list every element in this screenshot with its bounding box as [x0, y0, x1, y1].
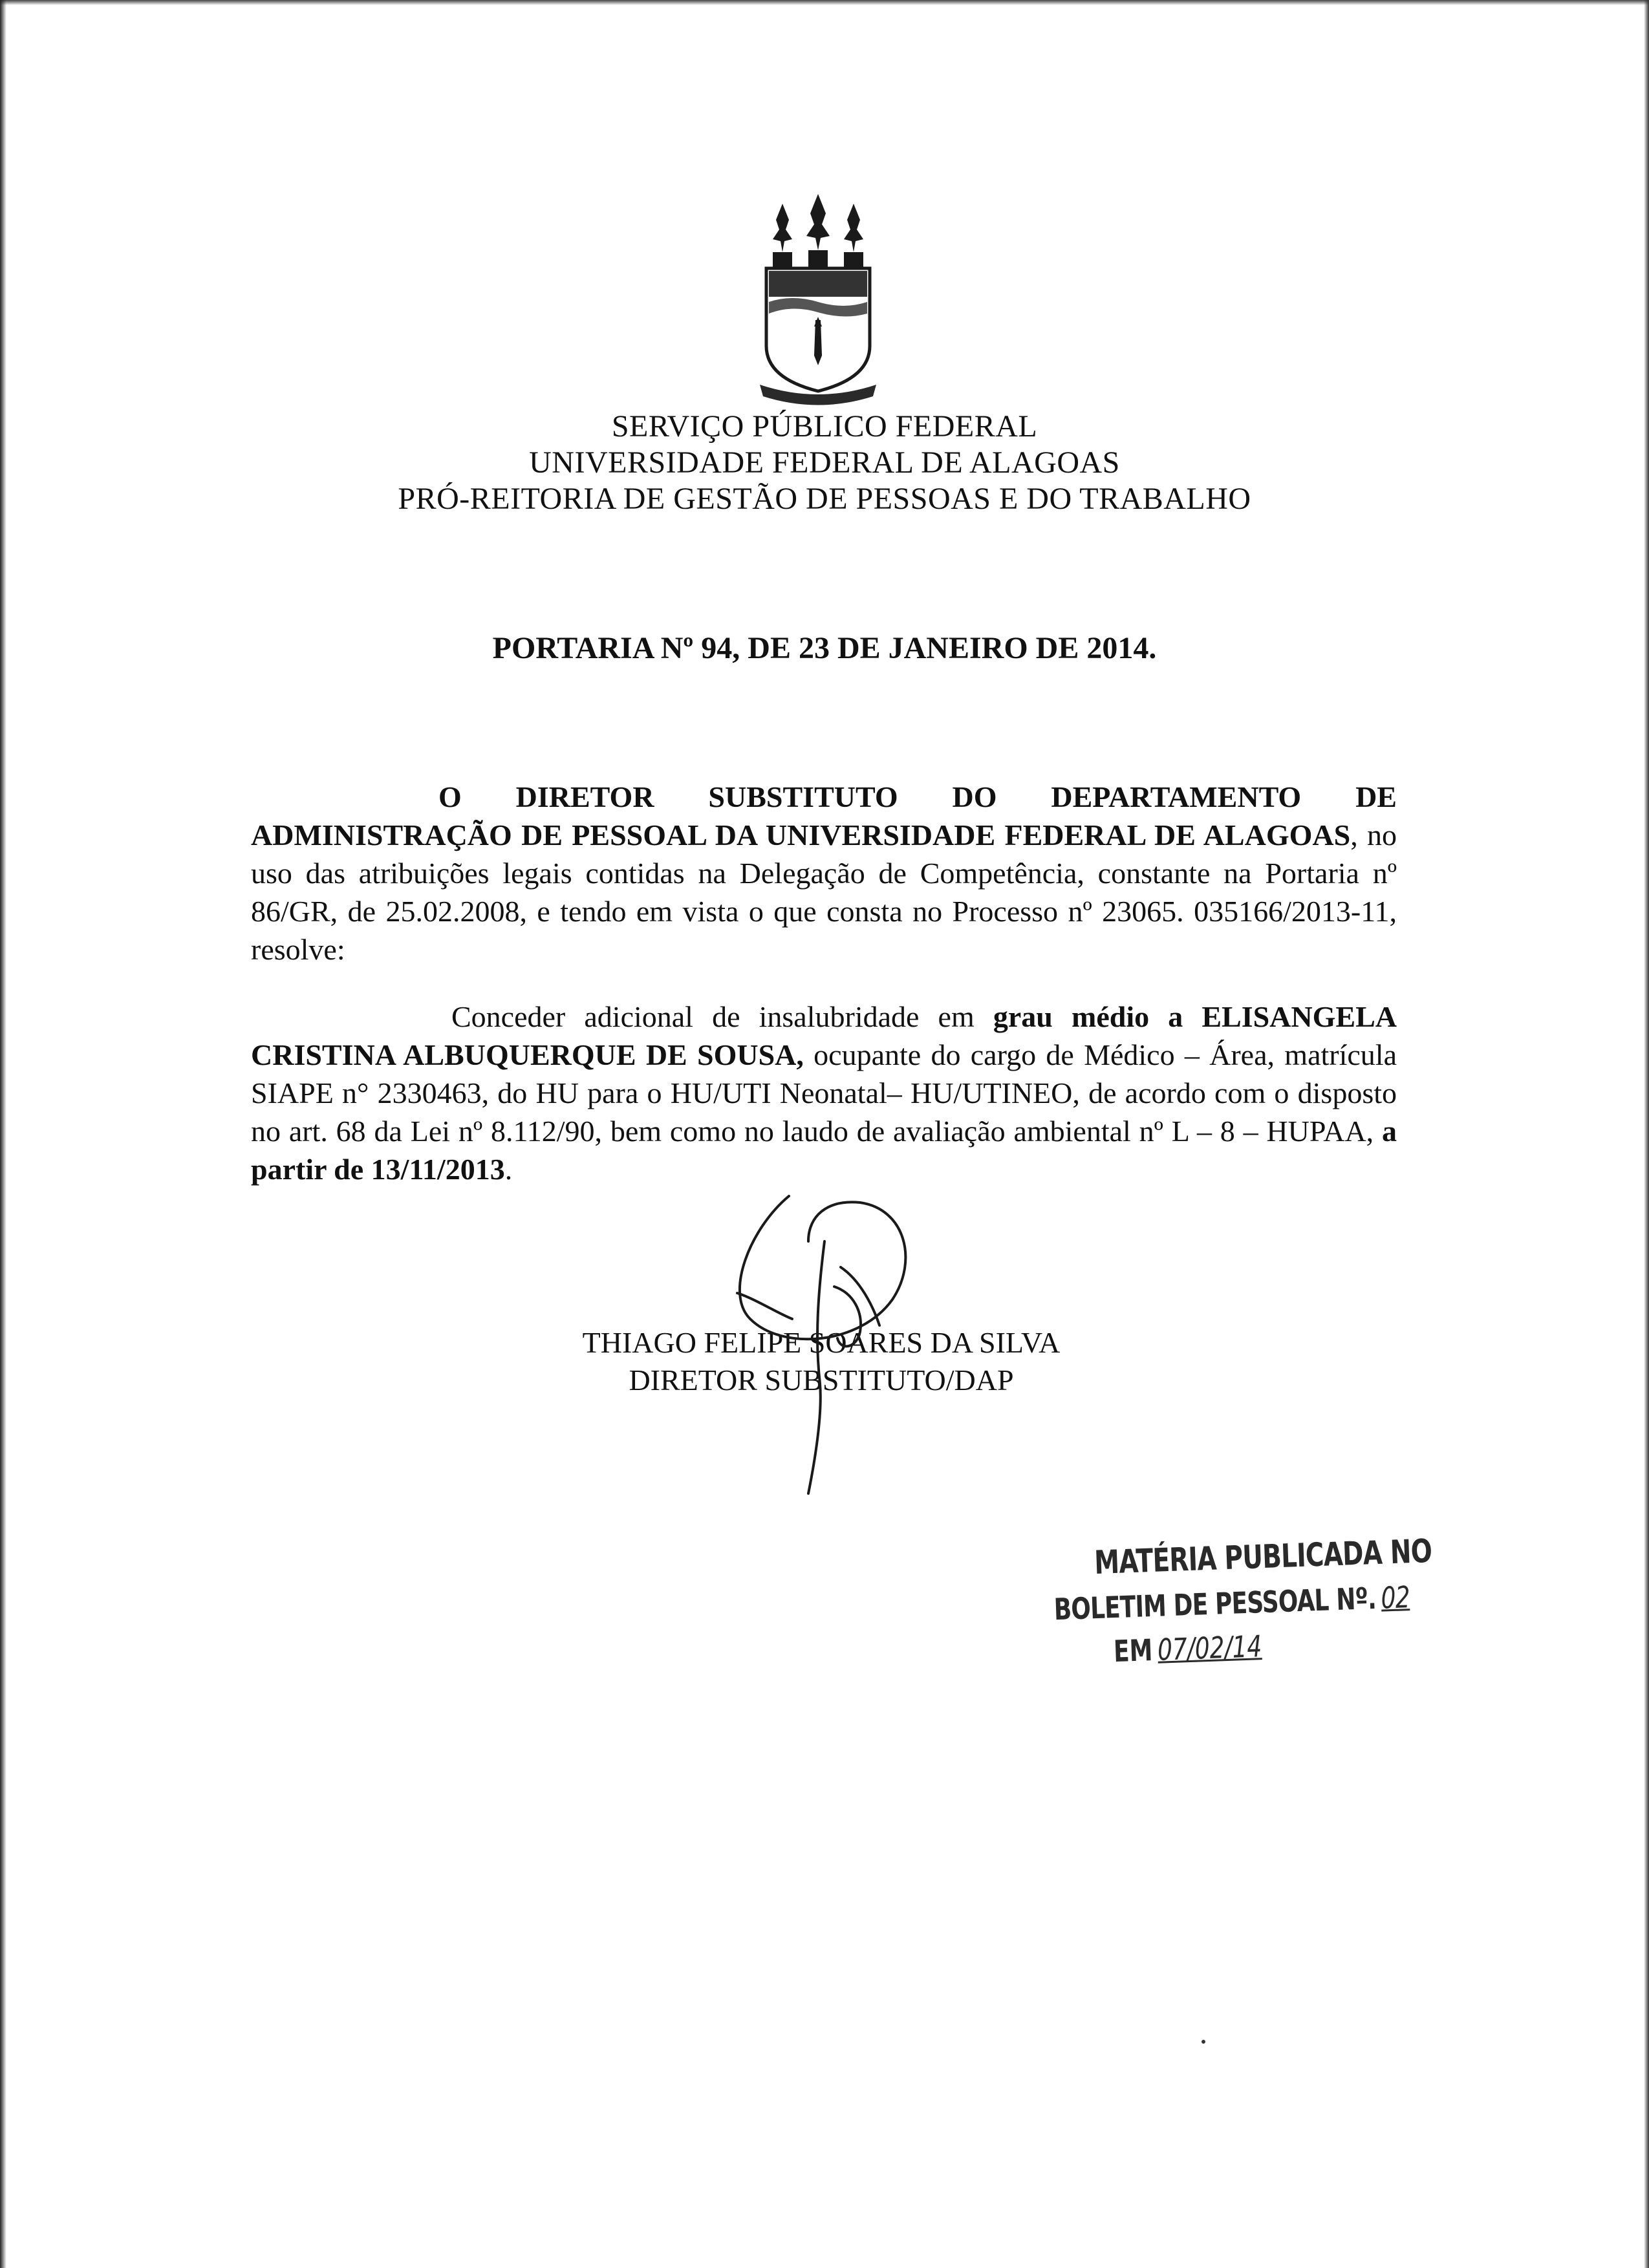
stamp-bulletin-number: 02	[1380, 1579, 1410, 1616]
preamble-text: , no uso das atribuições legais contidas na Delegação de Competência, constante na Portaria nº 86/GR, de 25.02.2008, e tendo em vista o que consta no Processo nº 23065. 035166/2013-11, resolve:	[251, 818, 1397, 966]
stamp-date-label: EM	[1113, 1632, 1154, 1669]
scan-edge-right	[1644, 0, 1649, 2268]
signatory-role: DIRETOR SUBSTITUTO/DAP	[629, 1364, 1014, 1396]
header-line-3: PRÓ-REITORIA DE GESTÃO DE PESSOAS E DO TRABALHO	[398, 482, 1251, 516]
resolution-text-3: .	[504, 1153, 513, 1186]
resolution-start-date: a partir de 13/11/2013	[251, 1115, 1397, 1186]
publication-stamp	[1051, 1532, 1438, 1687]
stamp-bulletin-label: BOLETIM DE PESSOAL Nº.	[1053, 1580, 1377, 1627]
resolution-paragraph	[251, 998, 1397, 1188]
portaria-title: PORTARIA Nº 94, DE 23 DE JANEIRO DE 2014.	[492, 631, 1157, 665]
preamble-authority: O DIRETOR SUBSTITUTO DO DEPARTAMENTO DE ADMINISTRAÇÃO DE PESSOAL DA UNIVERSIDADE FEDERAL DE ALAGOAS	[251, 780, 1397, 851]
scan-edge-left	[0, 0, 6, 2268]
stamp-line-1: MATÉRIA PUBLICADA NO	[1094, 1532, 1432, 1582]
header-line-1: SERVIÇO PÚBLICO FEDERAL	[611, 409, 1038, 444]
document-header	[0, 409, 1649, 517]
stamp-date-value: 07/02/14	[1157, 1629, 1263, 1667]
header-line-2: UNIVERSIDADE FEDERAL DE ALAGOAS	[529, 445, 1120, 480]
resolution-text-2: ocupante do cargo de Médico – Área, matrícula SIAPE n° 2330463, do HU para o HU/UTI Neonatal– HU/UTINEO, de acordo com o disposto no art. 68 da Lei nº 8.112/90, bem como no laudo de avaliação ambiental nº L – 8 – HUPAA,	[251, 1038, 1397, 1148]
handwritten-signature	[711, 1190, 931, 1500]
stamp-line-3	[1113, 1629, 1262, 1669]
preamble-paragraph	[251, 778, 1397, 968]
resolution-text-1: Conceder adicional de insalubridade em	[451, 1000, 993, 1033]
signatory-name: THIAGO FELIPE SOARES DA SILVA	[582, 1326, 1061, 1359]
scan-speck	[1202, 2040, 1205, 2044]
resolution-grade-name: grau médio a ELISANGELA CRISTINA ALBUQUERQUE DE SOUSA,	[251, 1000, 1397, 1071]
university-crest-icon	[753, 191, 883, 407]
scan-edge-top	[0, 0, 1649, 5]
stamp-line-2	[1053, 1579, 1410, 1627]
